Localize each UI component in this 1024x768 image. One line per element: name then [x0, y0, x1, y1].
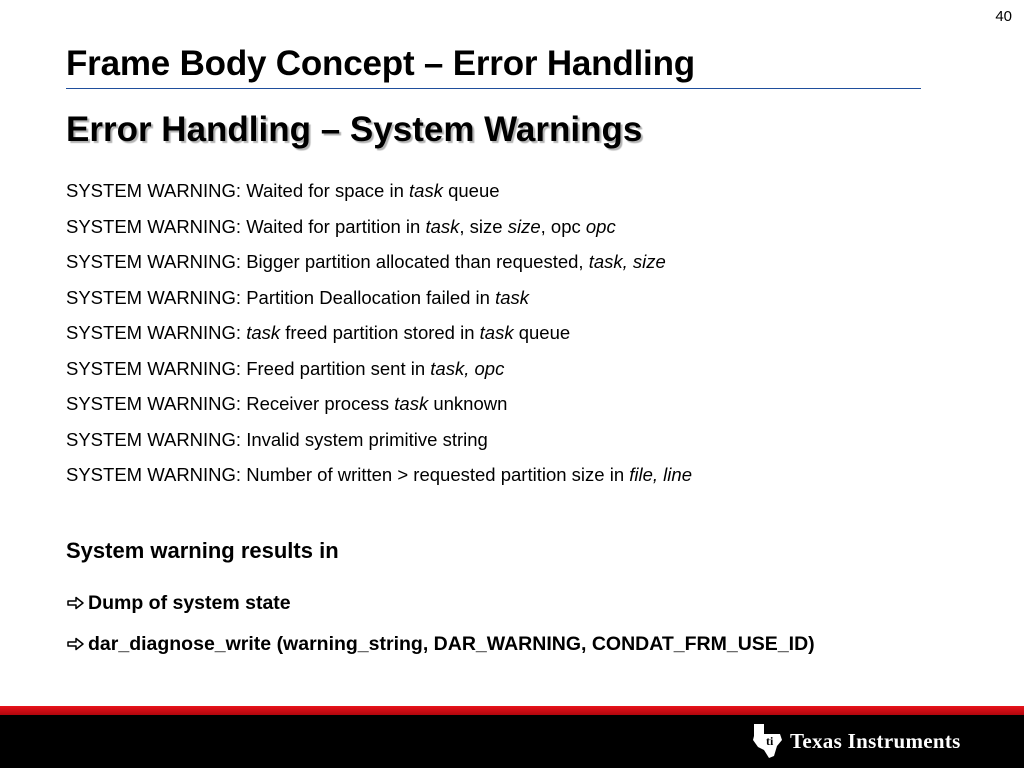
- warning-text: SYSTEM WARNING: Receiver process: [66, 393, 395, 414]
- warning-text: , size: [459, 215, 508, 237]
- warning-list: [66, 178, 692, 498]
- page-number: 40: [995, 8, 1012, 25]
- right-arrow-outline-icon: [66, 596, 86, 610]
- warning-text: freed partition stored in: [280, 322, 480, 343]
- texas-instruments-logo: [750, 722, 961, 760]
- warning-text: SYSTEM WARNING: Freed partition sent in: [66, 357, 431, 379]
- warning-param: task: [394, 393, 429, 414]
- result-item-label: dar_diagnose_write (warning_string, DAR_WARNING, CONDAT_FRM_USE_ID): [88, 632, 815, 655]
- warning-param: task: [246, 322, 281, 343]
- warning-line: [66, 285, 692, 321]
- warning-line: [66, 214, 692, 250]
- result-item-label: Dump of system state: [88, 591, 291, 614]
- svg-text:ti: ti: [766, 734, 774, 748]
- warning-text: SYSTEM WARNING: Number of written > requested partition size in: [66, 464, 630, 485]
- warning-line: [66, 249, 692, 285]
- warning-text: queue: [442, 180, 500, 201]
- result-item: [66, 623, 815, 664]
- warning-param: size: [507, 215, 541, 237]
- brand-text: Texas Instruments: [790, 728, 961, 753]
- warning-param: task: [409, 180, 443, 201]
- warning-param: task, size: [588, 251, 666, 272]
- footer-accent-bar: [0, 706, 1024, 715]
- right-arrow-outline-icon: [66, 637, 86, 651]
- warning-text: SYSTEM WARNING: Waited for space in: [66, 180, 410, 201]
- warning-line: [66, 462, 692, 498]
- warning-line: [66, 427, 692, 463]
- warning-text: , opc: [540, 215, 586, 237]
- warning-text: SYSTEM WARNING: Bigger partition allocated than requested,: [66, 251, 589, 272]
- warning-text: SYSTEM WARNING:: [66, 322, 247, 343]
- texas-state-icon: [750, 722, 784, 760]
- title-divider: [66, 88, 921, 89]
- results-heading: System warning results in: [66, 538, 339, 563]
- warning-param: opc: [585, 215, 616, 237]
- slide-subtitle: Error Handling – System Warnings: [66, 110, 643, 149]
- warning-text: queue: [513, 322, 571, 343]
- warning-line: [66, 178, 692, 214]
- warning-param: task, opc: [430, 357, 505, 379]
- result-item: [66, 582, 815, 623]
- warning-text: SYSTEM WARNING: Partition Deallocation failed in: [66, 286, 496, 308]
- warning-param: file, line: [629, 464, 692, 485]
- warning-line: [66, 320, 692, 356]
- warning-param: task: [479, 322, 514, 343]
- warning-line: [66, 391, 692, 427]
- warning-param: task: [495, 286, 530, 308]
- warning-param: task: [425, 215, 460, 237]
- results-list: [66, 582, 815, 664]
- warning-text: unknown: [428, 393, 508, 414]
- warning-line: [66, 356, 692, 392]
- slide-title: Frame Body Concept – Error Handling: [66, 44, 695, 83]
- warning-text: SYSTEM WARNING: Invalid system primitive string: [66, 428, 488, 450]
- warning-text: SYSTEM WARNING: Waited for partition in: [66, 215, 426, 237]
